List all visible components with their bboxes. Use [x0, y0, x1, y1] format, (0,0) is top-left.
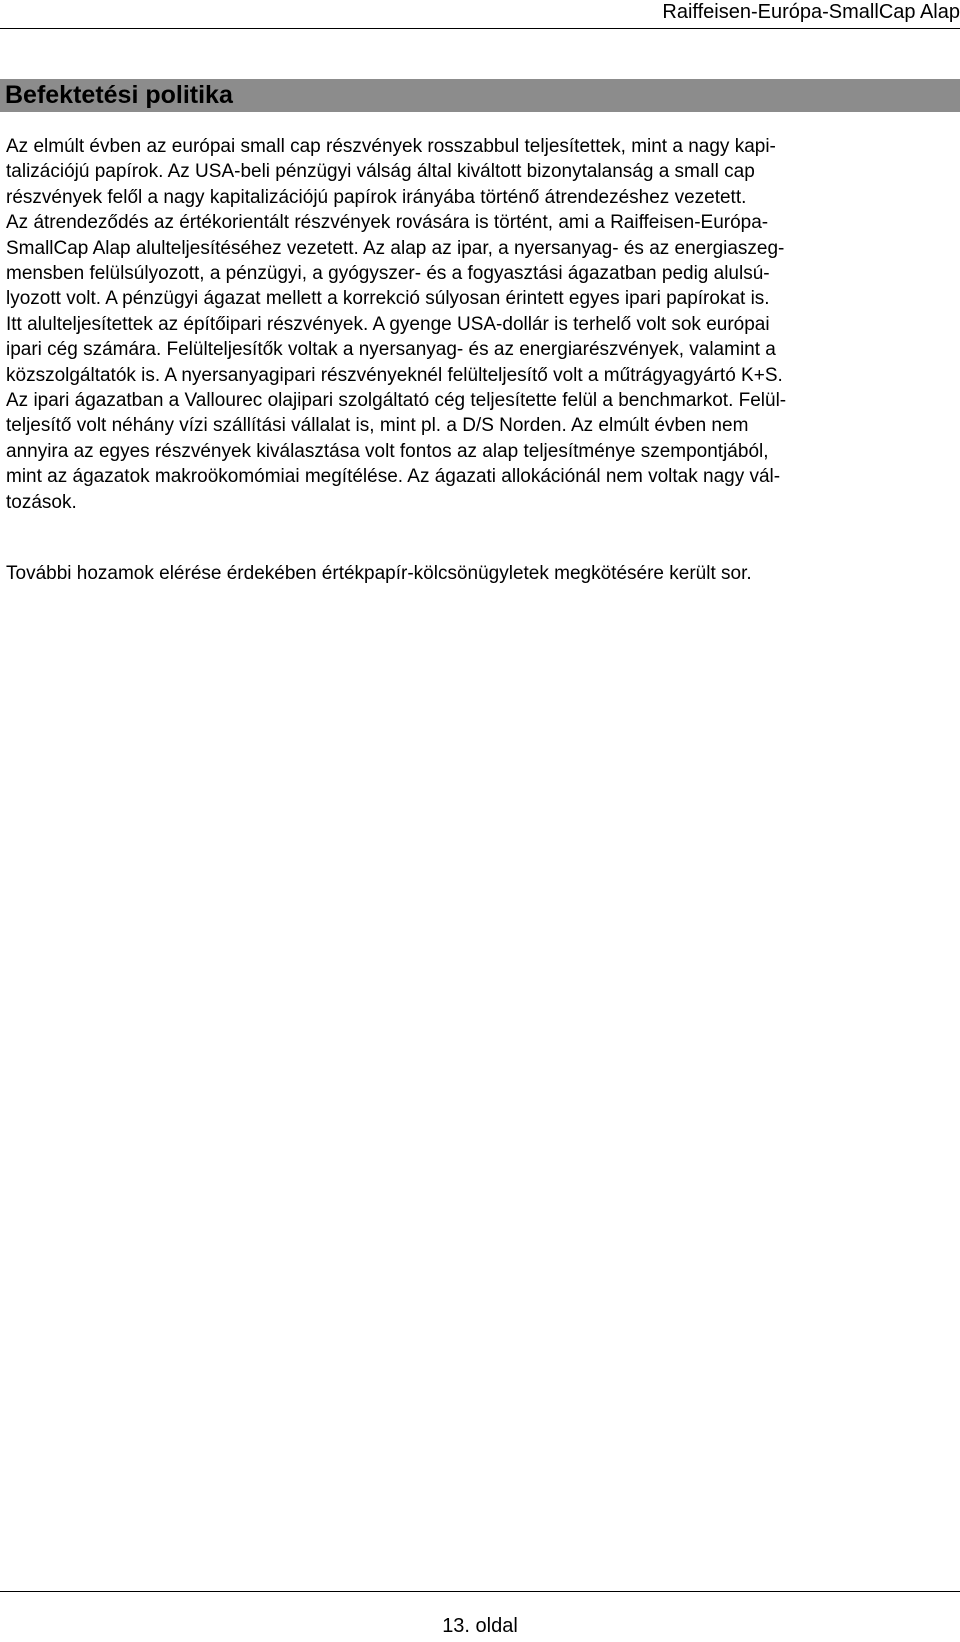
text-line: tozások. [6, 491, 77, 513]
text-line: mensben felülsúlyozott, a pénzügyi, a gyógyszer- és a fogyasztási ágazatban pedig alulsú- [6, 263, 770, 285]
text-line: annyira az egyes részvények kiválasztása volt fontos az alap teljesítménye szempontjából, [6, 440, 769, 462]
page-number: 13. oldal [442, 1615, 518, 1637]
text-line: közszolgáltatók is. A nyersanyagipari részvényeknél felülteljesítő volt a műtrágyagyártó K+S. [6, 364, 783, 386]
footer-divider [0, 1591, 960, 1592]
document-title: Raiffeisen-Európa-SmallCap Alap [662, 1, 960, 23]
text-line: Itt alulteljesítettek az építőipari részvények. A gyenge USA-dollár is terhelő volt sok európai [6, 313, 770, 335]
text-line: mint az ágazatok makroökomómiai megítélése. Az ágazati allokációnál nem voltak nagy vál- [6, 466, 781, 488]
text-line: Az elmúlt évben az európai small cap részvények rosszabbul teljesítettek, mint a nagy kapi- [6, 136, 776, 157]
running-header [0, 0, 960, 28]
text-line: teljesítő volt néhány vízi szállítási vállalat is, mint pl. a D/S Norden. Az elmúlt évben nem [6, 415, 749, 437]
text-line: Az ipari ágazatban a Vallourec olajipari szolgáltató cég teljesítette felül a benchmarkot. Felül- [6, 390, 787, 412]
header-divider [0, 28, 960, 29]
paragraph-securities-lending [6, 561, 956, 586]
paragraph-investment-policy [6, 134, 956, 515]
text-line: További hozamok elérése érdekében értékpapír-kölcsönügyletek megkötésére került sor. [6, 563, 752, 584]
text-line: SmallCap Alap alulteljesítéséhez vezetett. Az alap az ipar, a nyersanyag- és az energiaszeg- [6, 237, 785, 259]
text-line: ipari cég számára. Felülteljesítők voltak a nyersanyag- és az energiarészvények, valamint a [6, 339, 776, 361]
text-line: lyozott volt. A pénzügyi ágazat mellett a korrekció súlyosan érintett egyes ipari papírokat is. [6, 288, 770, 310]
text-line: részvények felől a nagy kapitalizációjú papírok irányába történő átrendezéshez vezetett. [6, 186, 747, 208]
text-line: Az átrendeződés az értékorientált részvények rovására is történt, ami a Raiffeisen-Európa- [6, 212, 769, 234]
text-line: talizációjú papírok. Az USA-beli pénzügyi válság által kiváltott bizonytalanság a small cap [6, 161, 755, 183]
section-heading: Befektetési politika [0, 79, 960, 112]
